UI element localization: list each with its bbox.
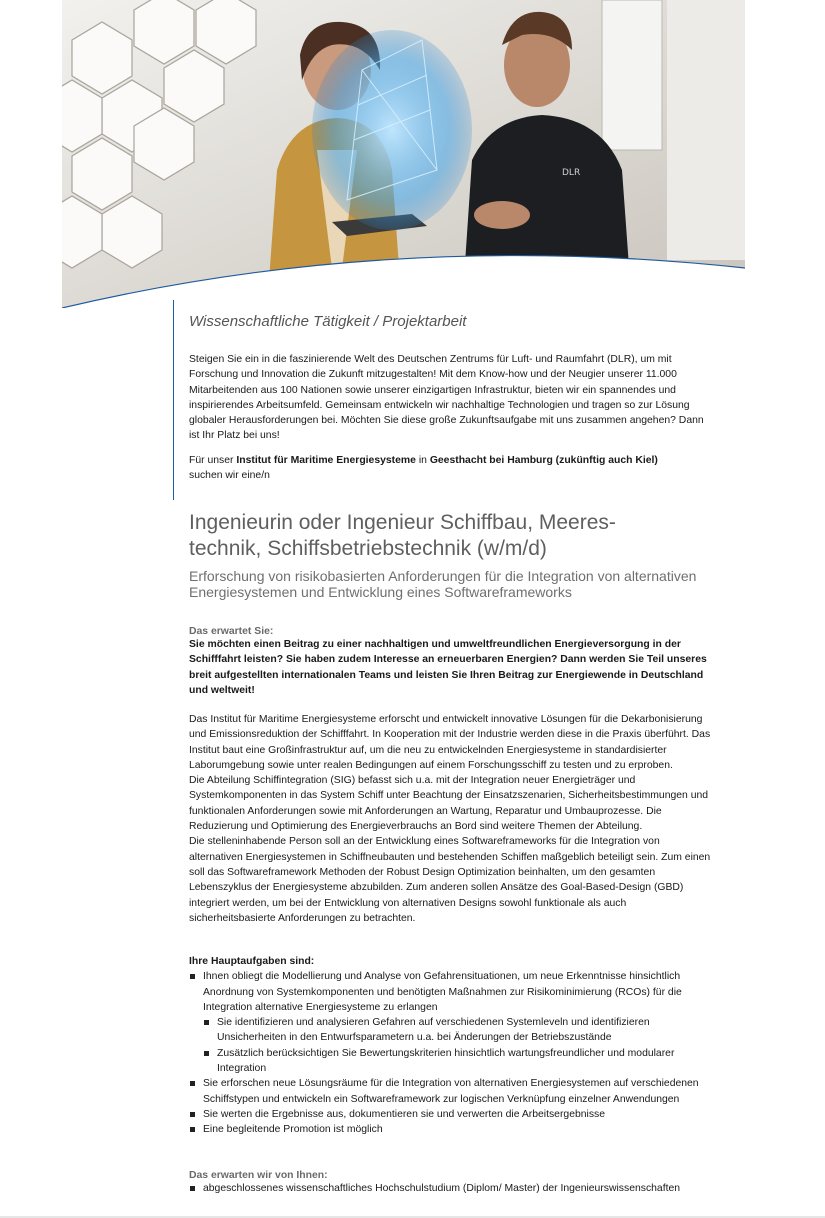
unit-line — [189, 453, 714, 484]
task-subitem: Zusätzlich berücksichtigen Sie Bewertungskriterien hinsichtlich wartungsfreundlicher und modularer Integration — [203, 1046, 714, 1077]
task-subitem: Sie identifizieren und analysieren Gefahren auf verschiedenen Systemleveln und identifizieren Unsicherheiten in den Entwurfsparametern u.a. bei Änderungen der Betriebszustände — [203, 1015, 714, 1046]
expect-paragraph-1: Das Institut für Maritime Energiesysteme erforscht und entwickelt innovative Lösungen für die Dekarbonisierung und Emissionsreduktion der Schifffahrt. In Kooperation mit der Industrie werden diese in die Praxis überführt. Das Institut baut eine Großinfrastruktur auf, um die neu zu entwickelnden Energiesysteme in standardisierter Laborumgebung sowie unter realen Bedingungen auf einem Forschungsschiff zu testen und zu erproben. — [189, 714, 711, 771]
unit-pre: Für unser — [189, 455, 237, 466]
hero-image — [62, 0, 745, 308]
task-item: Sie werten die Ergebnisse aus, dokumentieren sie und verwerten die Arbeitsergebnisse — [189, 1107, 714, 1122]
shirt-logo — [562, 168, 580, 178]
tasks-section — [189, 954, 714, 1138]
svg-text:DLR: DLR — [562, 168, 581, 178]
expect-paragraph-3: Die stelleninhabende Person soll an der Entwicklung eines Softwareframeworks für die Integration von alternativen Energiesystemen in Schiffneubauten und bestehenden Schiffen maßgeblich beteiligt sein. Zum einen soll das Softwareframework Methoden der Robust Design Optimization beinhalten, um den gesamten Lebenszyklus der Energiesysteme abzubilden. Zum anderen sollen Ansätze des Goal-Based-Design (GBD) integriert werden, um bei der Entwicklung von alternativen Designs sowohl funktionale als auch sicherheitsbasierte Anforderungen zu betrachten. — [189, 836, 711, 924]
expect-section — [189, 626, 714, 698]
job-subtitle: Erforschung von risikobasierten Anforderungen für die Integration von alternativen Energiesystemen und Entwicklung eines Softwareframeworks — [189, 568, 697, 600]
expect-body — [189, 712, 714, 926]
accent-line — [173, 300, 174, 500]
unit-mid: in — [415, 455, 430, 466]
section-title: Wissenschaftliche Tätigkeit / Projektarbeit — [189, 313, 467, 330]
expect-lead: Sie möchten einen Beitrag zu einer nachhaltigen und umweltfreundlichen Energieversorgung in der Schifffahrt leisten? Sie haben zudem Interesse an erneuerbaren Energien? Dann werden Sie Teil unseres breit aufgestellten internationalen Teams und leisten Sie Ihren Beitrag zur Energiewende in Deutschland und weltweit! — [189, 639, 707, 696]
job-title-line1: Ingenieurin oder Ingenieur Schiffbau, Meeres- — [189, 511, 616, 534]
intro-paragraph: Steigen Sie ein in die faszinierende Welt des Deutschen Zentrums für Luft- und Raumfahrt (DLR), um mit Forschung und Innovation die Zukunft mitzugestalten! Mit dem Know-how und der Neugier unserer 11.000 Mitarbeitenden aus 100 Nationen sowie unserer einzigartigen Infrastruktur, bieten wir ein spannendes und inspirierendes Arbeitsumfeld. Gemeinsam entwickeln wir nachhaltige Technologien und tragen so zur Lösung globaler Herausforderungen bei. Möchten Sie diese große Zukunftsaufgabe mit uns zusammen angehen? Dann ist Ihr Platz bei uns! — [189, 354, 704, 442]
expect-heading: Das erwartet Sie: — [189, 626, 274, 637]
job-title-line2: technik, Schiffsbetriebstechnik (w/m/d) — [189, 537, 547, 560]
task-item: Eine begleitende Promotion ist möglich — [189, 1122, 714, 1137]
task-sublist — [203, 1015, 714, 1076]
unit-post: suchen wir eine/n — [189, 470, 270, 482]
task-item — [189, 969, 714, 1076]
tasks-list — [189, 969, 714, 1137]
tasks-heading: Ihre Hauptaufgaben sind: — [189, 956, 315, 967]
location: Geesthacht bei Hamburg (zukünftig auch Kiel) — [429, 455, 658, 466]
task-item: Sie erforschen neue Lösungsräume für die Integration von alternativen Energiesystemen auf verschiedenen Schiffstypen und entwickeln ein Softwareframework zur logischen Verknüpfung einzelner Anwendungen — [189, 1076, 714, 1107]
expect-paragraph-2: Die Abteilung Schiffintegration (SIG) befasst sich u.a. mit der Integration neuer Energieträger und Systemkomponenten in das System Schiff unter Beachtung der Einsatzszenarien, Sicherheitsbestimmungen und funktionalen Anforderungen sowie mit Anforderungen an Wartung, Reparatur und Umbauprozesse. Die Reduzierung und Optimierung des Energieverbrauchs an Bord sind weitere Themen der Abteilung. — [189, 775, 709, 833]
requirements-heading: Das erwarten wir von Ihnen: — [189, 1170, 328, 1181]
requirements-section — [189, 1170, 714, 1196]
requirements-list — [189, 1181, 714, 1196]
institute-name: Institut für Maritime Energiesysteme — [236, 455, 416, 466]
hero-illustration — [62, 0, 745, 308]
requirement-item: abgeschlossenes wissenschaftliches Hochschulstudium (Diplom/ Master) der Ingenieurswissenschaften — [189, 1181, 714, 1196]
task-text: Ihnen obliegt die Modellierung und Analyse von Gefahrensituationen, um neue Erkenntnisse hinsichtlich Anordnung von Systemkomponenten und benötigten Maßnahmen zur Risikominimierung (RCOs) für die Integration alternative Energiesysteme zu erlangen — [203, 971, 682, 1013]
job-title — [189, 510, 714, 562]
